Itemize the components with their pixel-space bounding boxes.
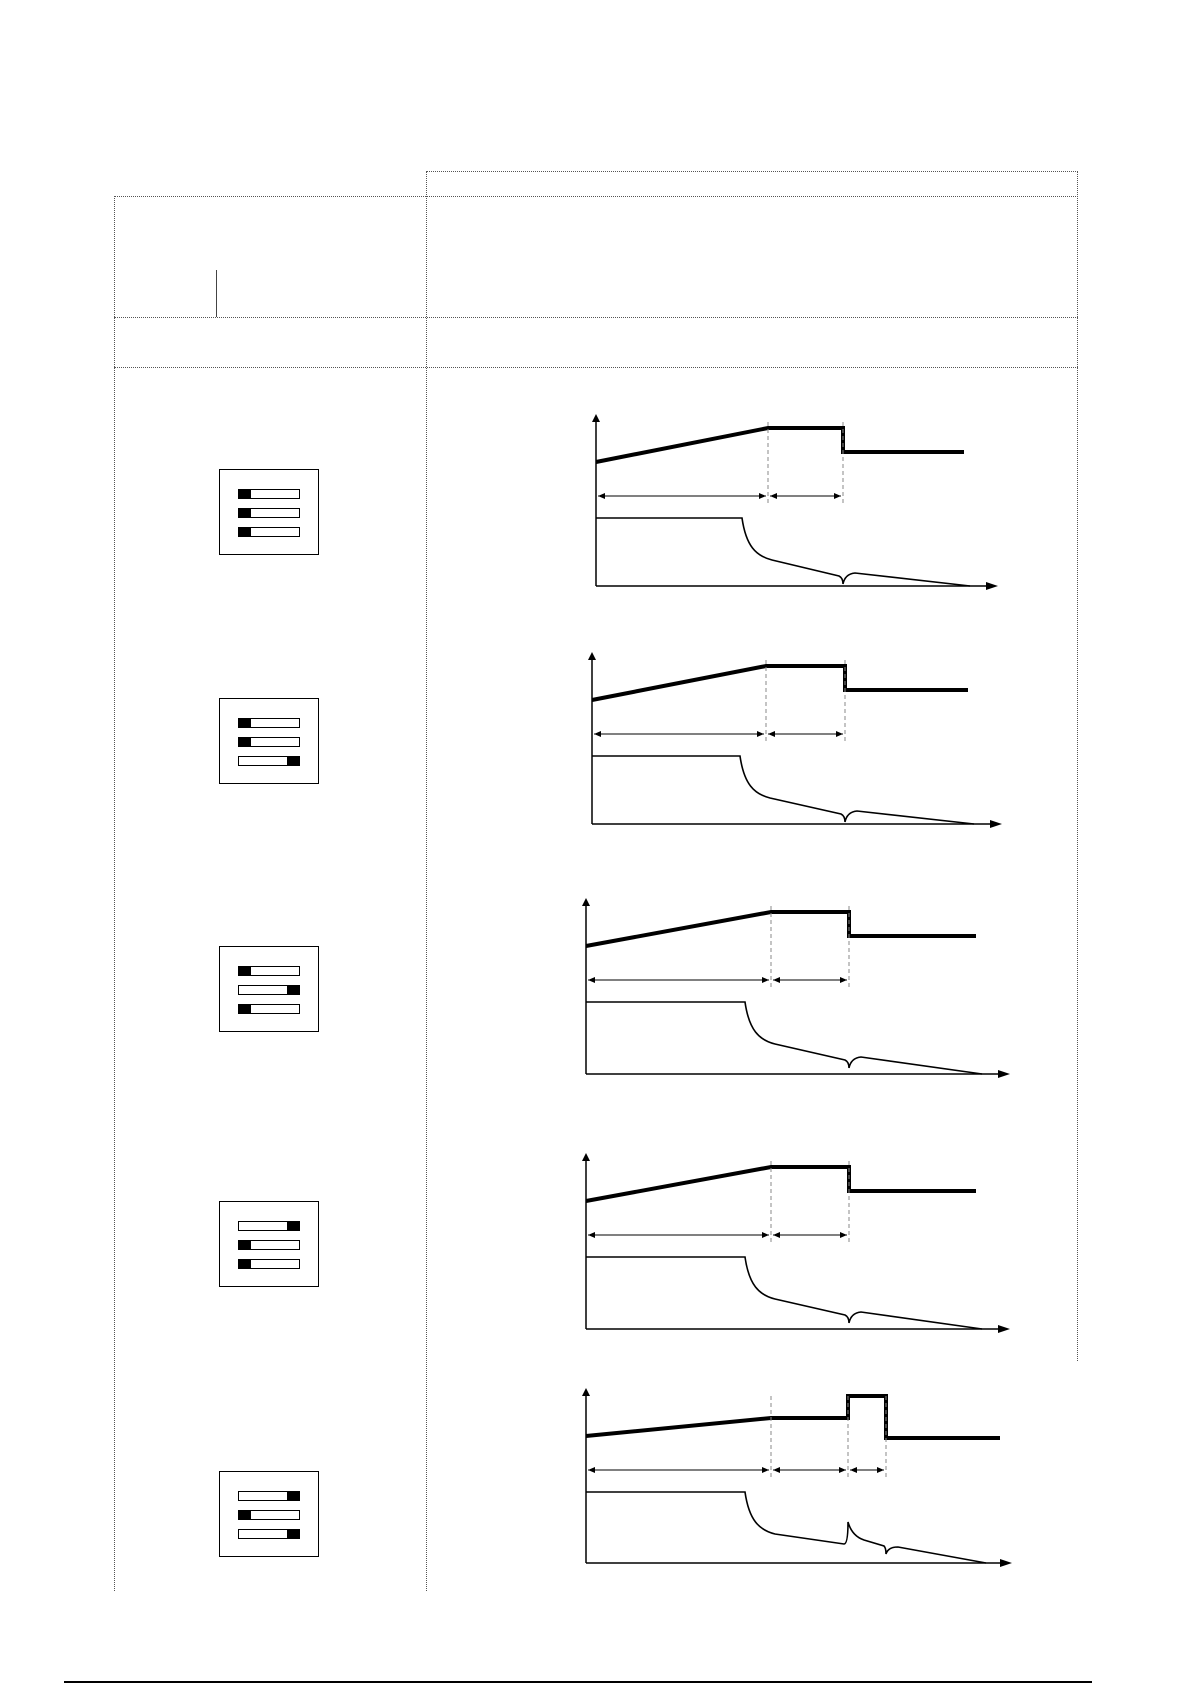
table-column-divider bbox=[426, 171, 427, 1591]
y-axis-arrow-icon bbox=[582, 898, 590, 906]
dip-switch-knob-right bbox=[287, 986, 299, 994]
charge-profile-diagram bbox=[586, 1153, 1026, 1339]
voltage-curve bbox=[592, 666, 968, 700]
arrow-right-icon bbox=[757, 731, 764, 737]
arrow-right-icon bbox=[836, 731, 843, 737]
x-axis-arrow-icon bbox=[986, 582, 998, 590]
charge-profile-diagram bbox=[592, 652, 1018, 834]
voltage-curve bbox=[586, 912, 976, 946]
y-axis-arrow-icon bbox=[582, 1388, 590, 1396]
x-axis-arrow-icon bbox=[998, 1070, 1010, 1078]
x-axis-arrow-icon bbox=[998, 1325, 1010, 1333]
dip-switch-knob-right bbox=[287, 1222, 299, 1230]
arrow-left-icon bbox=[594, 731, 601, 737]
arrow-left-icon bbox=[598, 493, 605, 499]
table-row-line-1 bbox=[114, 317, 1078, 318]
arrow-right-icon bbox=[840, 1232, 847, 1238]
current-curve bbox=[586, 1492, 986, 1563]
arrow-right-icon bbox=[877, 1467, 884, 1473]
voltage-curve bbox=[596, 428, 964, 462]
charge-profile-diagram bbox=[586, 1388, 1028, 1573]
arrow-left-icon bbox=[770, 493, 777, 499]
arrow-left-icon bbox=[773, 1232, 780, 1238]
dip-switch-knob-left bbox=[239, 509, 251, 517]
arrow-right-icon bbox=[834, 493, 841, 499]
arrow-left-icon bbox=[773, 1467, 780, 1473]
arrow-right-icon bbox=[839, 1467, 846, 1473]
dip-switch-icon bbox=[219, 1201, 319, 1287]
header-subdivider bbox=[216, 270, 217, 317]
dip-switch-knob-right bbox=[287, 757, 299, 765]
arrow-right-icon bbox=[762, 1232, 769, 1238]
voltage-curve bbox=[586, 1167, 976, 1201]
current-curve bbox=[592, 756, 974, 824]
table-top-line bbox=[426, 171, 1078, 172]
y-axis-arrow-icon bbox=[588, 652, 596, 660]
dip-switch-slot bbox=[238, 508, 300, 518]
dip-switch-knob-left bbox=[239, 528, 251, 536]
arrow-left-icon bbox=[588, 977, 595, 983]
y-axis-arrow-icon bbox=[592, 414, 600, 422]
y-axis-arrow-icon bbox=[582, 1153, 590, 1161]
charge-profile-diagram bbox=[596, 414, 1014, 596]
dip-switch-knob-left bbox=[239, 738, 251, 746]
dip-switch-slot bbox=[238, 985, 300, 995]
current-curve bbox=[586, 1257, 982, 1329]
charge-profile-diagram bbox=[586, 898, 1026, 1084]
arrow-left-icon bbox=[588, 1467, 595, 1473]
dip-switch-knob-right bbox=[287, 1530, 299, 1538]
dip-switch-knob-left bbox=[239, 1511, 251, 1519]
dip-switch-knob-right bbox=[287, 1492, 299, 1500]
x-axis-arrow-icon bbox=[990, 820, 1002, 828]
dip-switch-slot bbox=[238, 1004, 300, 1014]
dip-switch-slot bbox=[238, 737, 300, 747]
dip-switch-slot bbox=[238, 1240, 300, 1250]
dip-switch-slot bbox=[238, 1510, 300, 1520]
table-header-line bbox=[114, 196, 1078, 197]
dip-switch-slot bbox=[238, 966, 300, 976]
dip-switch-knob-left bbox=[239, 967, 251, 975]
arrow-left-icon bbox=[773, 977, 780, 983]
dip-switch-icon bbox=[219, 946, 319, 1032]
x-axis-arrow-icon bbox=[1000, 1559, 1012, 1567]
arrow-right-icon bbox=[840, 977, 847, 983]
current-curve bbox=[586, 1002, 982, 1074]
dip-switch-slot bbox=[238, 527, 300, 537]
dip-switch-slot bbox=[238, 1221, 300, 1231]
dip-switch-slot bbox=[238, 1259, 300, 1269]
arrow-right-icon bbox=[762, 977, 769, 983]
dip-switch-slot bbox=[238, 756, 300, 766]
arrow-left-icon bbox=[588, 1232, 595, 1238]
arrow-left-icon bbox=[768, 731, 775, 737]
dip-switch-knob-left bbox=[239, 490, 251, 498]
dip-switch-knob-left bbox=[239, 719, 251, 727]
dip-switch-slot bbox=[238, 1491, 300, 1501]
dip-switch-icon bbox=[219, 1471, 319, 1557]
dip-switch-slot bbox=[238, 489, 300, 499]
dip-switch-knob-left bbox=[239, 1005, 251, 1013]
dip-switch-knob-left bbox=[239, 1260, 251, 1268]
voltage-curve bbox=[586, 1396, 1000, 1438]
table-right-border bbox=[1077, 171, 1078, 1361]
dip-switch-slot bbox=[238, 1529, 300, 1539]
arrow-right-icon bbox=[759, 493, 766, 499]
dip-switch-icon bbox=[219, 469, 319, 555]
table-left-border bbox=[114, 196, 115, 1591]
arrow-left-icon bbox=[850, 1467, 857, 1473]
dip-switch-knob-left bbox=[239, 1241, 251, 1249]
dip-switch-icon bbox=[219, 698, 319, 784]
current-curve bbox=[596, 518, 970, 586]
arrow-right-icon bbox=[762, 1467, 769, 1473]
dip-switch-slot bbox=[238, 718, 300, 728]
footer-rule bbox=[64, 1681, 1092, 1683]
table-row-line-2 bbox=[114, 367, 1078, 368]
